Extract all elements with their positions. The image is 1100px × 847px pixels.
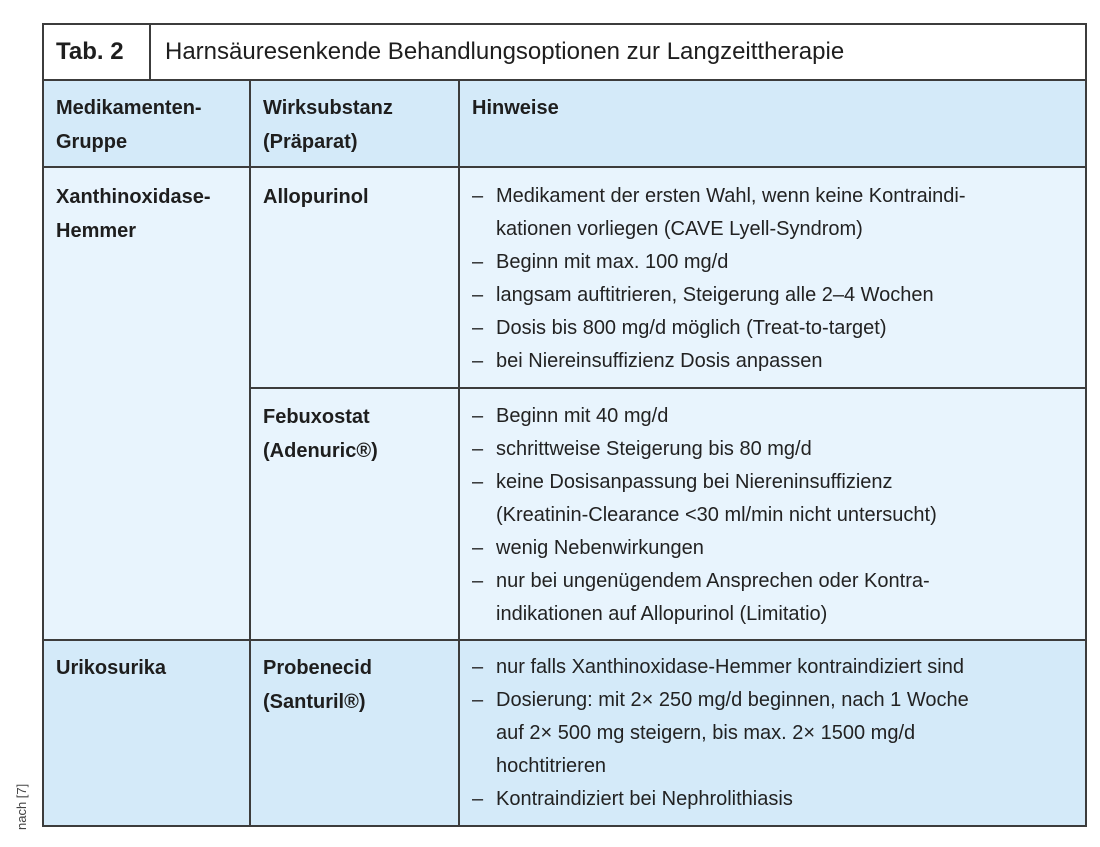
note-item: [472, 565, 1072, 631]
note-line: – Dosis bis 800 mg/d möglich (Treat-to-target): [496, 317, 887, 339]
substance-line: (Adenuric®): [263, 440, 378, 462]
note-line: – wenig Nebenwirkungen: [496, 537, 704, 559]
group-cell: [56, 180, 210, 248]
note-line: – Beginn mit 40 mg/d: [496, 405, 669, 427]
note-item: [472, 684, 1077, 783]
substance-line: Probenecid: [263, 657, 372, 679]
note-line: – Dosierung: mit 2× 250 mg/d beginnen, nach 1 Woche: [496, 689, 969, 711]
note-item: [472, 651, 1077, 684]
table-row: [44, 639, 1085, 825]
table-title-row: [44, 25, 1085, 81]
substance-cell: [263, 400, 378, 468]
note-line: – nur falls Xanthinoxidase-Hemmer kontraindiziert sind: [496, 656, 964, 678]
table-header-row: [44, 81, 1085, 168]
note-item: [472, 532, 1072, 565]
notes-cell: [472, 651, 1077, 816]
note-item: [472, 279, 1072, 312]
note-line: (Kreatinin-Clearance <30 ml/min nicht untersucht): [496, 504, 937, 526]
treatment-table: [42, 23, 1087, 827]
note-line: – keine Dosisanpassung bei Niereninsuffizienz: [496, 471, 893, 493]
table-row: [44, 168, 1085, 639]
note-item: [472, 180, 1072, 246]
column-divider: [458, 81, 460, 825]
note-line: – bei Niereinsuffizienz Dosis anpassen: [496, 350, 823, 372]
source-note: nach [7]: [14, 783, 29, 830]
header-group-line: Gruppe: [56, 131, 128, 153]
header-substance-line: Wirksubstanz: [263, 97, 393, 119]
note-line: indikationen auf Allopurinol (Limitatio): [496, 603, 828, 625]
group-line: Hemmer: [56, 220, 137, 242]
header-substance: [263, 91, 393, 159]
note-line: – Medikament der ersten Wahl, wenn keine Kontraindi-: [496, 185, 966, 207]
note-line: – schrittweise Steigerung bis 80 mg/d: [496, 438, 812, 460]
note-line: – Beginn mit max. 100 mg/d: [496, 251, 729, 273]
note-line: hochtitrieren: [496, 755, 607, 777]
notes-cell: [472, 180, 1072, 378]
header-group-line: Medikamenten-: [56, 97, 202, 119]
note-item: [472, 312, 1072, 345]
substance-line: Febuxostat: [263, 406, 370, 428]
table-title: Harnsäuresenkende Behandlungsoptionen zur Langzeittherapie: [165, 38, 845, 65]
note-item: [472, 246, 1072, 279]
group-cell: [56, 651, 166, 685]
note-item: [472, 400, 1072, 433]
note-line: – langsam auftitrieren, Steigerung alle 2–4 Wochen: [496, 284, 934, 306]
table-number: Tab. 2: [56, 38, 124, 65]
note-line: – Kontraindiziert bei Nephrolithiasis: [496, 788, 793, 810]
header-group: [56, 91, 202, 159]
column-divider: [249, 81, 251, 825]
substance-line: (Santuril®): [263, 691, 366, 713]
row-divider: [249, 387, 1085, 389]
note-item: [472, 466, 1072, 532]
note-line: – nur bei ungenügendem Ansprechen oder Kontra-: [496, 570, 930, 592]
note-line: auf 2× 500 mg steigern, bis max. 2× 1500 mg/d: [496, 722, 916, 744]
note-item: [472, 433, 1072, 466]
substance-cell: [263, 180, 369, 214]
group-line: Urikosurika: [56, 657, 167, 679]
header-substance-line: (Präparat): [263, 131, 358, 153]
group-line: Xanthinoxidase-: [56, 186, 211, 208]
substance-line: Allopurinol: [263, 186, 369, 208]
substance-cell: [263, 651, 372, 719]
column-divider: [149, 25, 151, 79]
note-item: [472, 345, 1072, 378]
note-item: [472, 783, 1077, 816]
notes-cell: [472, 400, 1072, 631]
note-line: kationen vorliegen (CAVE Lyell-Syndrom): [496, 218, 863, 240]
header-notes: Hinweise: [472, 97, 559, 119]
